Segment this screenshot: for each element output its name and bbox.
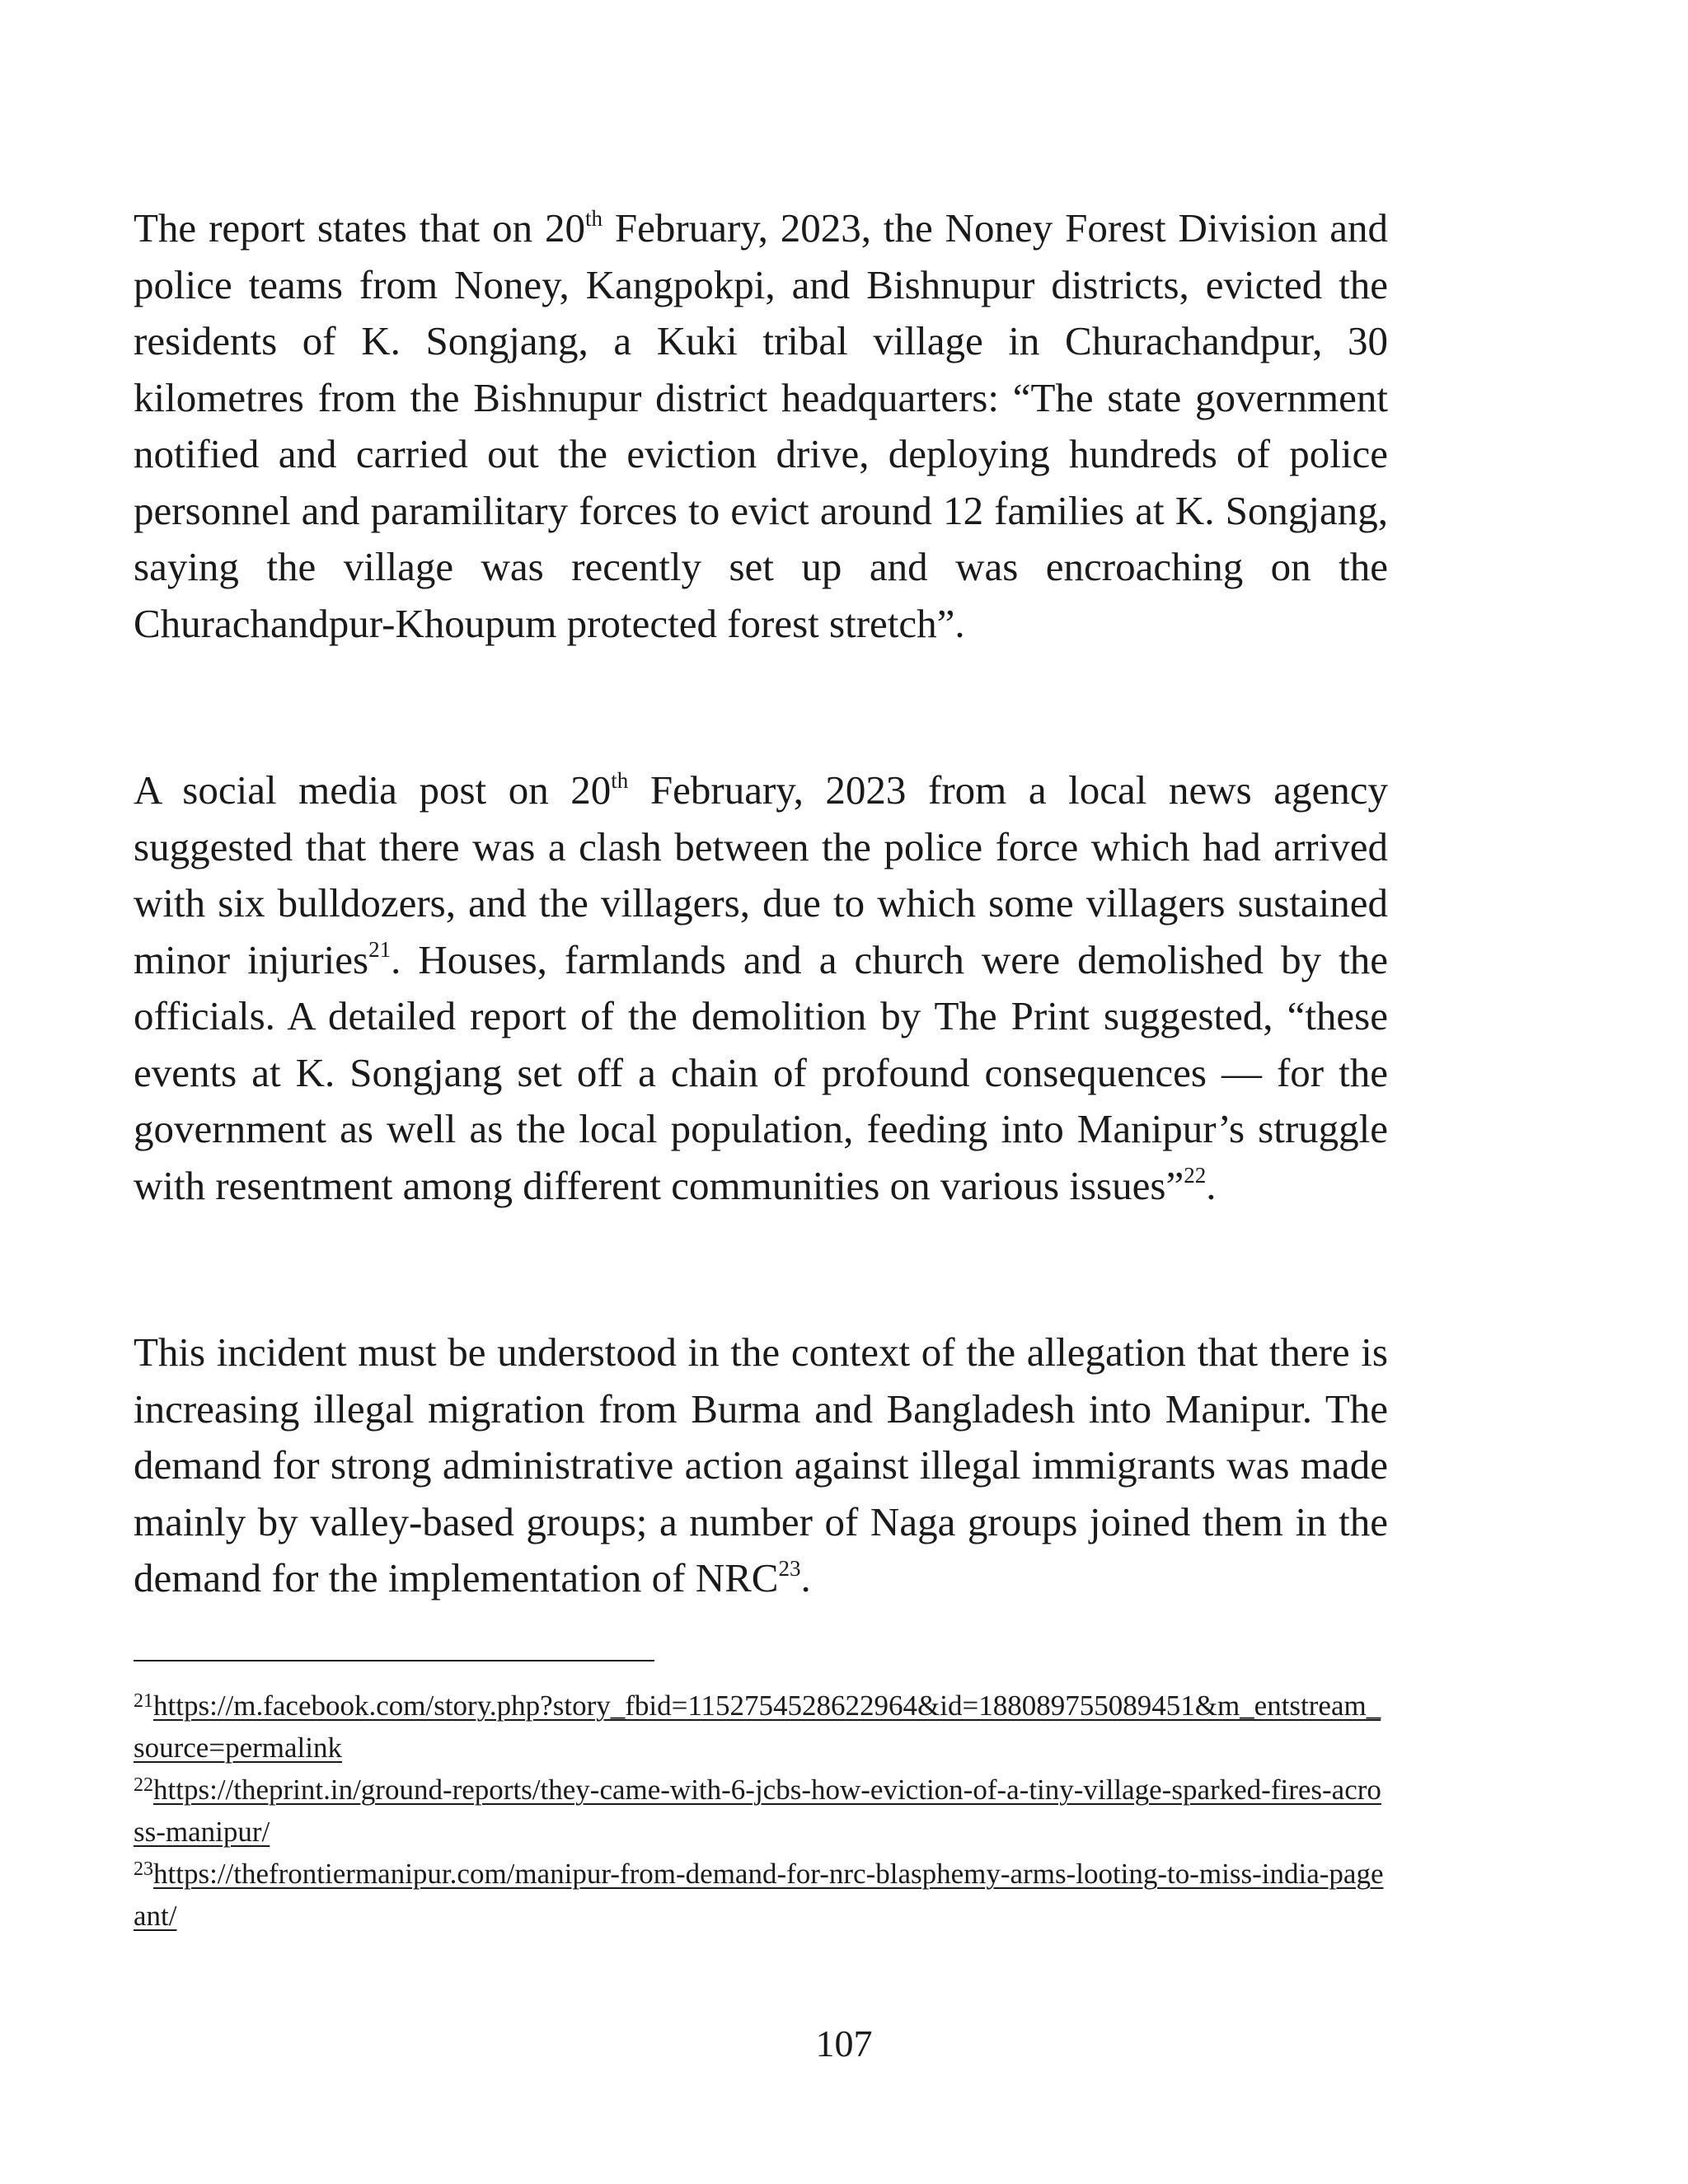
footnote-22 <box>134 1769 1388 1853</box>
footnote-number: 21 <box>134 1690 153 1712</box>
footnote-23 <box>134 1853 1388 1937</box>
footnote-ref-21[interactable]: 21 <box>368 937 392 963</box>
footnote-divider <box>134 1660 654 1661</box>
footnotes-section <box>134 1685 1388 1937</box>
footnote-link-facebook[interactable]: https://m.facebook.com/story.php?story_fbid=1152754528622964&id=188089755089451&m_entstream_source=permalink <box>134 1690 1381 1764</box>
page-number: 107 <box>815 2022 873 2064</box>
paragraph-social-media-post: A social media post on 20th February, 2023 from a local news agency suggested that there was a clash between the police force which had arrived with six bulldozers, and the villagers, due to which some villagers sustained minor injuries$^{21}$. Houses, farmlands and a church were demolished by the officials. A detailed report of the demolition by The Print suggested, “these events at K. Songjang set off a chain of profound consequences — for the government as well as the local population, feeding into Manipur’s struggle with resentment among different communities on various issues”$^{22}$. <box>134 767 1388 1208</box>
footnote-ref-22[interactable]: 22 <box>1184 1163 1207 1188</box>
footnote-number: 23 <box>134 1858 153 1880</box>
footnote-ref-23[interactable]: 23 <box>778 1555 801 1581</box>
footnote-21 <box>134 1685 1388 1769</box>
footnote-link-frontier-manipur[interactable]: https://thefrontiermanipur.com/manipur-from-demand-for-nrc-blasphemy-arms-looting-to-miss-india-pageant/ <box>134 1858 1384 1932</box>
ordinal-suffix: th <box>611 767 629 793</box>
ordinal-suffix: th <box>584 205 603 231</box>
paragraph-eviction-report: The report states that on 20th February, 2023, the Noney Forest Division and police teams from Noney, Kangpokpi, and Bishnupur districts, evicted the residents of K. Songjang, a Kuki tribal village in Churachandpur, 30 kilometres from the Bishnupur district headquarters: “The state government notified and carried out the eviction drive, deploying hundreds of police personnel and paramilitary forces to evict around 12 families at K. Songjang, saying the village was recently set up and was encroaching on the Churachandpur-Khoupum protected forest stretch”. <box>134 205 1388 646</box>
paragraph-illegal-migration: This incident must be understood in the context of the allegation that there is increasing illegal migration from Burma and Bangladesh into Manipur. The demand for strong administrative action against illegal immigrants was made mainly by valley-based groups; a number of Naga groups joined them in the demand for the implementation of NRC$^{23}$. <box>134 1329 1388 1601</box>
footnote-number: 22 <box>134 1774 153 1796</box>
footnote-link-theprint[interactable]: https://theprint.in/ground-reports/they-came-with-6-jcbs-how-eviction-of-a-tiny-village-sparked-fires-across-manipur/ <box>134 1774 1381 1848</box>
